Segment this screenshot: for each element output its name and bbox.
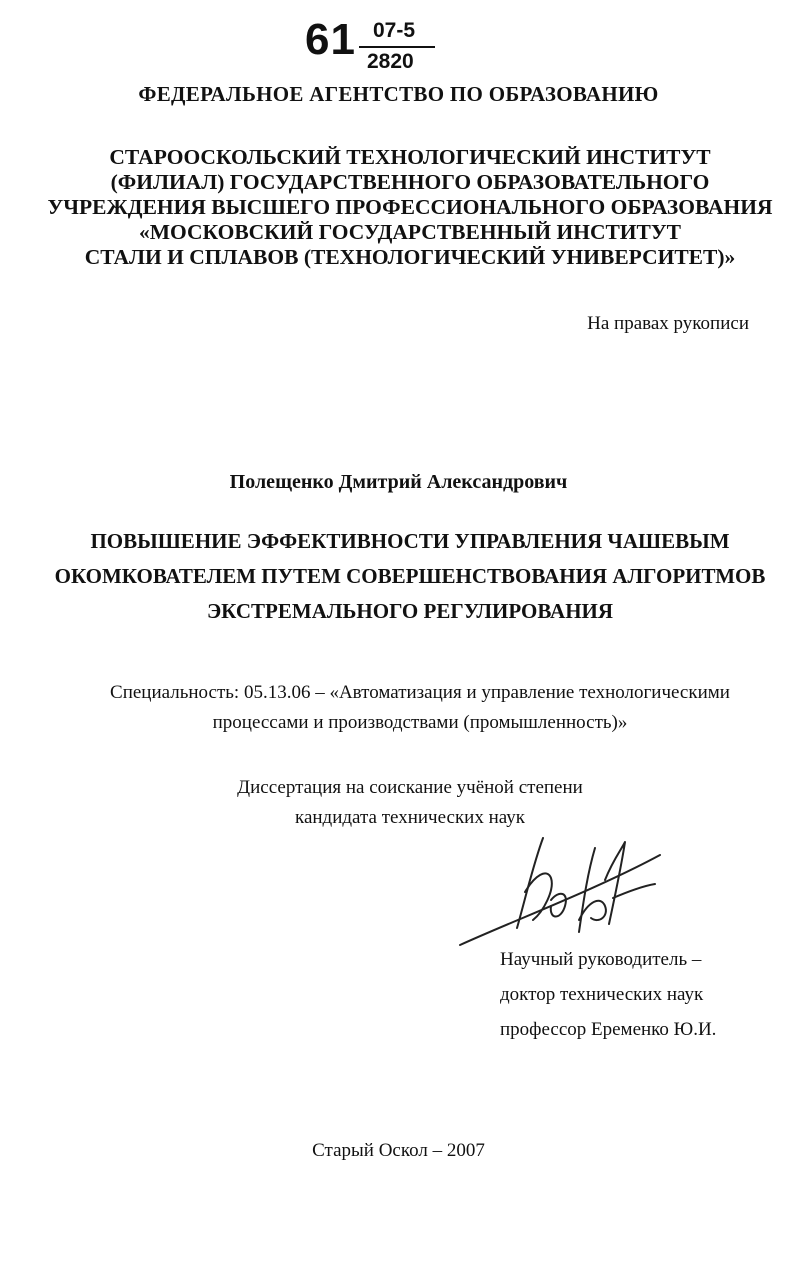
specialty-text [70, 678, 770, 738]
dissertation-title [40, 524, 780, 629]
institution-line: УЧРЕЖДЕНИЯ ВЫСШЕГО ПРОФЕССИОНАЛЬНОГО ОБРАЗОВАНИЯ [47, 195, 773, 219]
agency-heading: ФЕДЕРАЛЬНОЕ АГЕНТСТВО ПО ОБРАЗОВАНИЮ [138, 82, 659, 106]
institution-name [30, 145, 790, 270]
degree-line: кандидата технических наук [295, 807, 525, 828]
institution-line: (ФИЛИАЛ) ГОСУДАРСТВЕННОГО ОБРАЗОВАТЕЛЬНОГО [110, 170, 710, 194]
city-year: Старый Оскол – 2007 [312, 1140, 485, 1161]
rights-note: На правах рукописи [587, 313, 749, 334]
supervisor-degree: доктор технических наук [500, 984, 704, 1005]
author-name: Полещенко Дмитрий Александрович [229, 471, 568, 493]
catalog-prefix: 61 [305, 15, 356, 64]
specialty-line: Специальность: 05.13.06 – «Автоматизация и управление технологическими [110, 682, 730, 703]
institution-line: СТАРООСКОЛЬСКИЙ ТЕХНОЛОГИЧЕСКИЙ ИНСТИТУТ [109, 145, 711, 169]
title-line: ЭКСТРЕМАЛЬНОГО РЕГУЛИРОВАНИЯ [206, 599, 614, 623]
supervisor-role: Научный руководитель – [500, 949, 702, 970]
catalog-fraction-line [359, 46, 435, 48]
title-line: ПОВЫШЕНИЕ ЭФФЕКТИВНОСТИ УПРАВЛЕНИЯ ЧАШЕВЫМ [90, 529, 730, 553]
catalog-denominator: 2820 [367, 50, 414, 73]
catalog-numerator: 07-5 [373, 19, 416, 42]
institution-line: СТАЛИ И СПЛАВОВ (ТЕХНОЛОГИЧЕСКИЙ УНИВЕРСИТЕТ)» [84, 245, 736, 269]
catalog-number [305, 14, 445, 80]
supervisor-name: профессор Еременко Ю.И. [500, 1019, 717, 1040]
specialty-line: процессами и производствами (промышленность)» [212, 712, 628, 733]
title-line: ОКОМКОВАТЕЛЕМ ПУТЕМ СОВЕРШЕНСТВОВАНИЯ АЛГОРИТМОВ [54, 564, 766, 588]
degree-line: Диссертация на соискание учёной степени [237, 777, 583, 798]
handwritten-signature [455, 820, 685, 950]
supervisor-block [500, 942, 760, 1047]
institution-line: «МОСКОВСКИЙ ГОСУДАРСТВЕННЫЙ ИНСТИТУТ [138, 220, 681, 244]
